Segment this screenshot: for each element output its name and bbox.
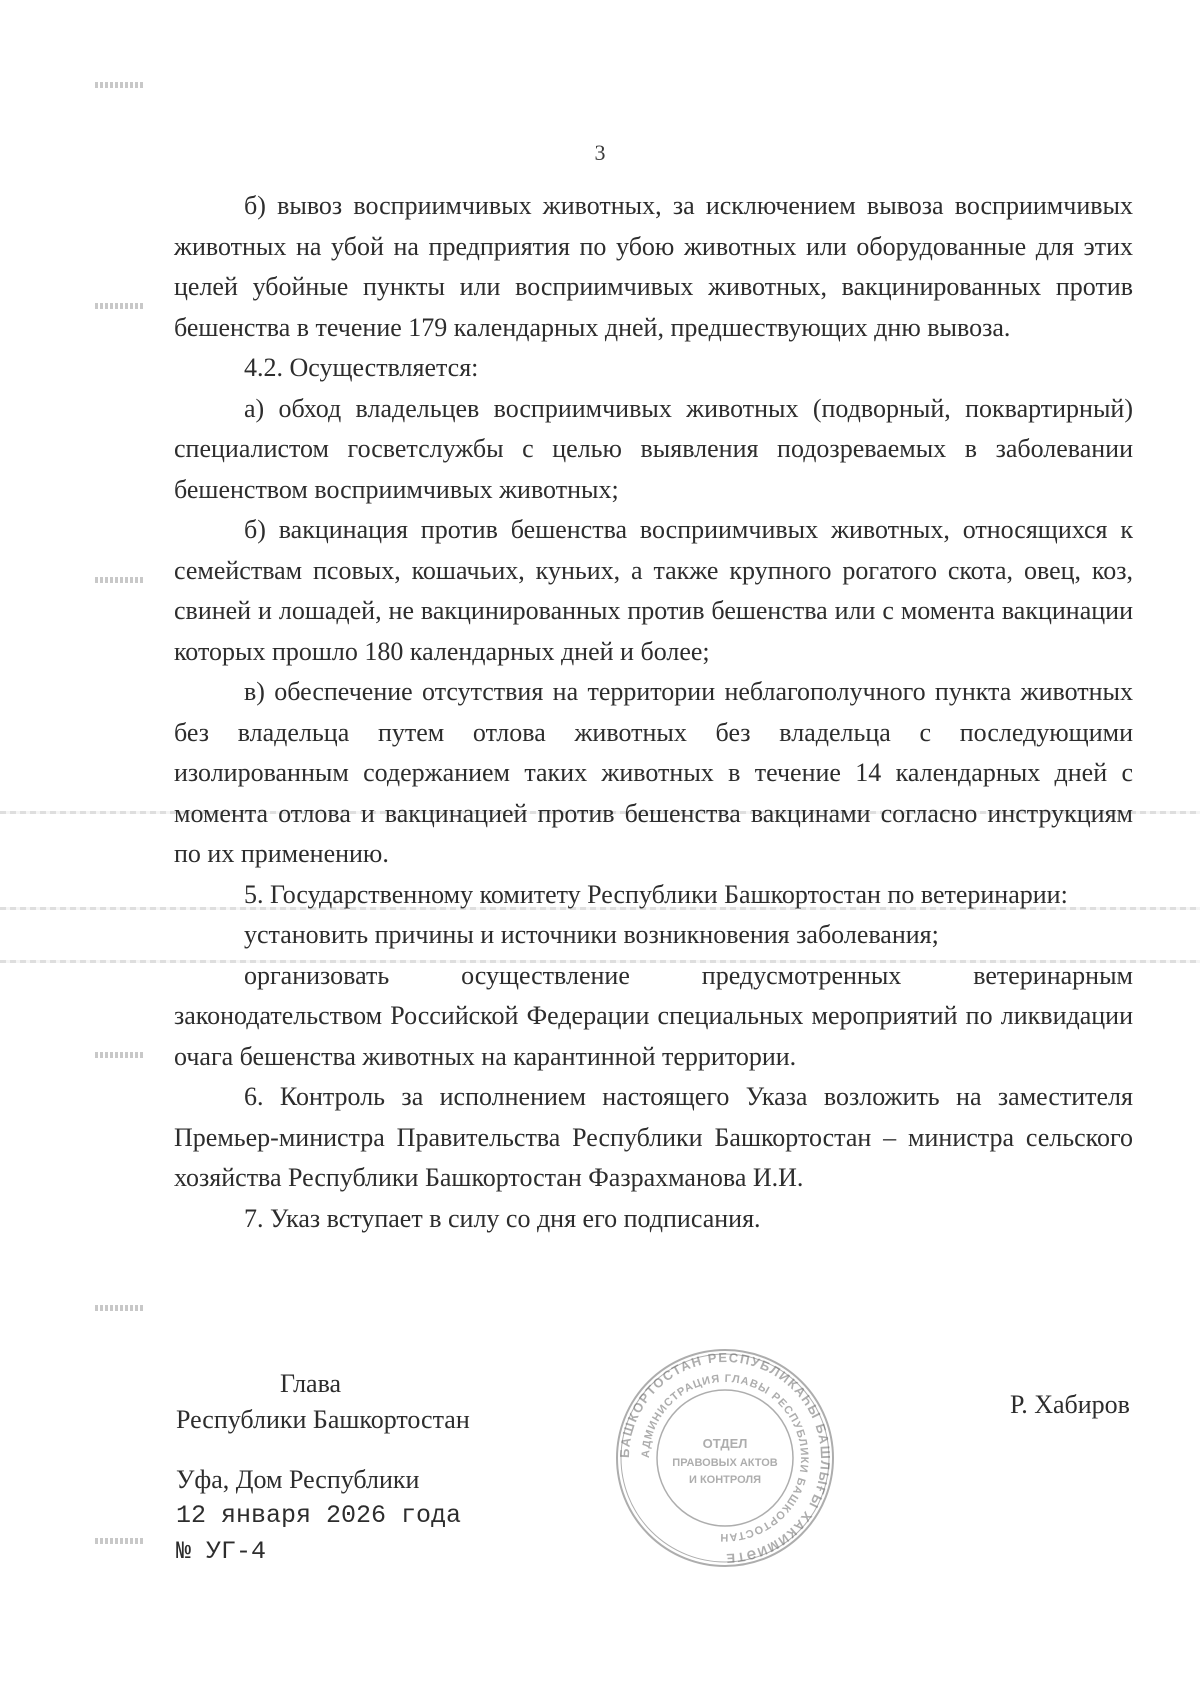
paragraph: организовать осуществление предусмотренных ветеринарным законодательством Российской Федерации специальных мероприятий по ликвидации очага бешенства животных на карантинной территории. [174,960,1133,1071]
paragraph: в) обеспечение отсутствия на территории неблагополучного пункта животных без владельца путем отлова животных без владельца с последующими изолированным содержанием таких животных в течение 14 календарных дней с момента отлова и вакцинацией против бешенства вакцинами согласно инструкциям по их применению. [174,677,1133,868]
document-body [174,186,1133,1239]
scan-margin-mark [95,577,145,583]
issuance-details [176,1462,461,1570]
scan-margin-mark [95,1538,145,1544]
paragraph: б) вывоз восприимчивых животных, за исключением вывоза восприимчивых животных на убой на предприятия по убою животных или оборудованные для этих целей убойные пункты или восприимчивых животных, вакцинированных против бешенства в течение 179 календарных дней, предшествующих дню вывоза. [174,191,1133,342]
paragraph: 7. Указ вступает в силу со дня его подписания. [244,1203,761,1233]
stamp-inner-text: АДМИНИСТРАЦИЯ ГЛАВЫ РЕСПУБЛИКИ БАШКОРТОСТАН [639,1372,811,1544]
paragraph: установить причины и источники возникновения заболевания; [244,920,939,949]
paragraph: а) обход владельцев восприимчивых животных (подворный, поквартирный) специалистом госветслужбы с целью выявления подозреваемых в заболевании бешенством восприимчивых животных; [174,393,1133,504]
scan-margin-mark [95,82,145,88]
issuance-place: Уфа, Дом Республики [176,1465,420,1494]
page-number: 3 [594,140,606,165]
stamp-center-line3: И КОНТРОЛЯ [689,1474,761,1486]
paragraph: 4.2. Осуществляется: [244,353,479,382]
signatory-title [176,1366,470,1438]
scan-margin-mark [95,1052,145,1058]
stamp-outer-text: БАШКОРТОСТАН РЕСПУБЛИКАҺЫ БАШЛЫҒЫ ХАКИМИӘТЕ [616,1349,834,1567]
issuance-date: 12 января 2026 года [176,1501,462,1530]
paragraph: 5. Государственному комитету Республики Башкортостан по ветеринарии: [244,879,1068,909]
scan-margin-mark [95,1305,145,1311]
stamp-center-line2: ПРАВОВЫХ АКТОВ [672,1457,778,1469]
paragraph: 6. Контроль за исполнением настоящего Указа возложить на заместителя Премьер-министра Правительства Республики Башкортостан – министра сельского хозяйства Республики Башкортостан Фазрахманова И.И. [174,1082,1133,1192]
signatory-title-line2: Республики Башкортостан [176,1405,470,1434]
scan-margin-mark [95,303,145,309]
paragraph: б) вакцинация против бешенства восприимчивых животных, относящихся к семействам псовых, кошачьих, куньих, а также крупного рогатого скота, овец, коз, свиней и лошадей, не вакцинированных против бешенства или с момента вакцинации которых прошло 180 календарных дней и более; [174,515,1133,666]
signatory-title-line1: Глава [280,1369,342,1398]
official-stamp [615,1348,835,1568]
decree-number: № УГ-4 [176,1537,267,1566]
signatory-name: Р. Хабиров [1010,1390,1130,1419]
stamp-center-line1: ОТДЕЛ [702,1436,748,1451]
